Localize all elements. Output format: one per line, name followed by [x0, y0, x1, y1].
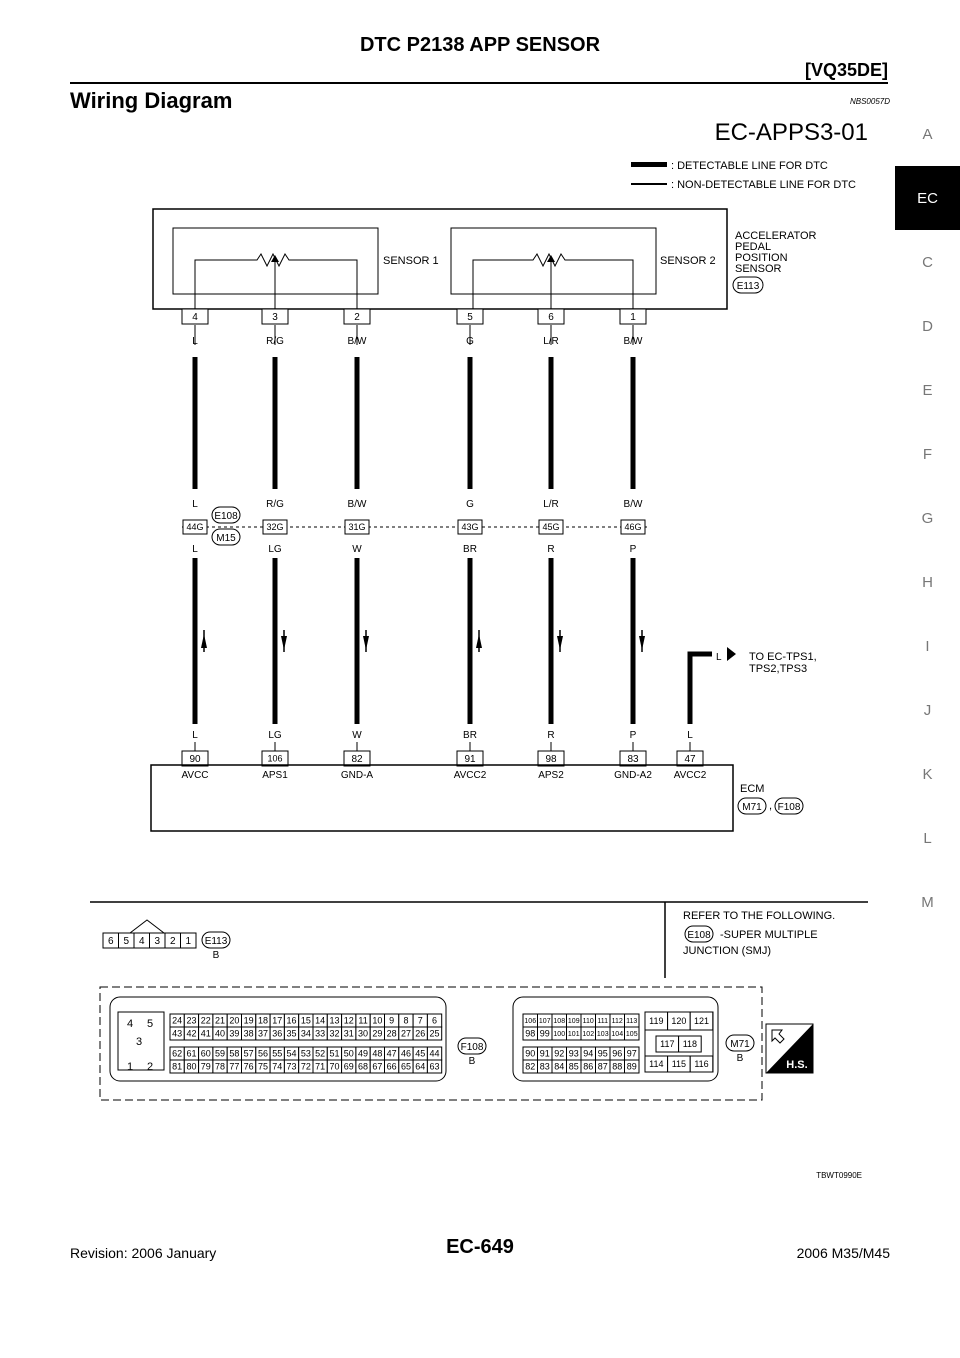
refer-line-2: JUNCTION (SMJ)	[683, 945, 771, 957]
wire-branch	[690, 654, 712, 724]
f108-face-pin-9: 9	[389, 1015, 395, 1026]
f108-face-pin-71: 71	[315, 1061, 326, 1072]
sensor2-label: SENSOR 2	[660, 255, 716, 267]
f108-face-color: B	[468, 1056, 476, 1067]
ecm-pin-83: 83	[627, 754, 639, 766]
wire-upper-3	[355, 357, 360, 489]
m71-face-pin-118: 118	[682, 1039, 698, 1050]
sensor-pin-4: 4	[192, 312, 198, 324]
ecm-terminal-name: AVCC2	[453, 770, 487, 781]
section-tab-c[interactable]: C	[922, 253, 933, 271]
f108-face-pin-26: 26	[415, 1028, 426, 1039]
f108-face-pin-52: 52	[315, 1048, 326, 1059]
m71-face-pin-85: 85	[568, 1061, 579, 1072]
m71-face-pin-117: 117	[660, 1039, 675, 1050]
smj-pin-43G: 43G	[461, 522, 479, 533]
m71-face-pin-94: 94	[583, 1048, 594, 1059]
m71-face-label: M71	[730, 1039, 750, 1050]
f108-face-pin-12: 12	[343, 1015, 354, 1026]
m71-face-pin-115: 115	[671, 1059, 687, 1070]
smj-pin-45G: 45G	[542, 522, 560, 533]
sensor-name	[733, 230, 817, 293]
wire-color-lower-ecm: P	[629, 730, 637, 741]
f108-face-pin-14: 14	[315, 1015, 326, 1026]
f108-face-pin-75: 75	[257, 1061, 268, 1072]
f108-face-pin-16: 16	[286, 1015, 297, 1026]
f108-face-pin-66: 66	[386, 1061, 397, 1072]
f108-face-pin-21: 21	[215, 1015, 226, 1026]
f108-face-pin-49: 49	[358, 1048, 369, 1059]
f108-face-pin-78: 78	[215, 1061, 226, 1072]
f108-face-pin-62: 62	[172, 1048, 183, 1059]
m71-face-pin-101: 101	[567, 1031, 580, 1039]
wrench-icon	[772, 1030, 784, 1043]
f108-face-pin-3: 3	[135, 1036, 143, 1048]
f108-face-pin-24: 24	[172, 1015, 183, 1026]
sensor-pin-3: 3	[272, 312, 278, 324]
wire-color-upper: B/W	[347, 336, 367, 347]
f108-face-pin-39: 39	[229, 1028, 240, 1039]
f108-face-pin-22: 22	[200, 1015, 211, 1026]
section-tab-k[interactable]: K	[922, 765, 933, 783]
wire-upper-4	[468, 357, 473, 489]
wire-color-lower-smj: R	[547, 544, 555, 555]
ecm-pin-106: 106	[267, 753, 283, 764]
e113-face-label: E113	[204, 936, 228, 947]
wire-color-upper: L	[192, 336, 198, 347]
m71-face-pin-102: 102	[582, 1031, 595, 1039]
f108-face-pin-74: 74	[272, 1061, 283, 1072]
f108-face-pin-30: 30	[358, 1028, 369, 1039]
f108-face-pin-19: 19	[243, 1015, 254, 1026]
m71-face-pin-104: 104	[611, 1031, 624, 1039]
f108-face-pin-54: 54	[286, 1048, 297, 1059]
f108-face-label: F108	[460, 1042, 484, 1053]
ecm-pin-90: 90	[189, 754, 201, 766]
f108-face-pin-55: 55	[272, 1048, 283, 1059]
page-number: EC-649	[446, 1236, 514, 1258]
ecm-terminal-name: APS2	[538, 770, 564, 781]
hs-logo-text: H.S.	[786, 1059, 808, 1071]
engine-tag: [VQ35DE]	[804, 60, 888, 80]
wire-color-upper-smj: R/G	[266, 499, 284, 510]
wire-lower-3	[355, 558, 360, 724]
e113-face-pin-2: 2	[169, 936, 176, 948]
sensor-connector-e113: E113	[736, 281, 760, 292]
f108-face-pin-18: 18	[257, 1015, 268, 1026]
section-tab-i[interactable]: I	[925, 637, 930, 655]
wire-lower-2	[273, 558, 278, 724]
m71-face-pin-89: 89	[626, 1061, 637, 1072]
wire-upper-2	[273, 357, 278, 489]
wire-color-lower-ecm: W	[352, 730, 362, 741]
revision-text: Revision: 2006 January	[70, 1245, 217, 1261]
sensor-name-line: ACCELERATOR	[735, 230, 817, 242]
section-tab-m[interactable]: M	[921, 893, 934, 911]
page-title: DTC P2138 APP SENSOR	[359, 34, 601, 56]
e113-face-color: B	[212, 950, 220, 961]
m71-face-pin-82: 82	[525, 1061, 536, 1072]
f108-face-pin-43: 43	[172, 1028, 183, 1039]
ecm-terminal-name: GND-A	[340, 770, 374, 781]
m71-face-pin-91: 91	[539, 1048, 550, 1059]
f108-face-pin-64: 64	[415, 1061, 426, 1072]
ecm-pin-47: 47	[684, 754, 696, 766]
f108-face-pin-10: 10	[372, 1015, 383, 1026]
m71-face-pin-109: 109	[567, 1018, 580, 1026]
f108-face-pin-60: 60	[200, 1048, 211, 1059]
sensor-pin-1: 1	[630, 312, 636, 324]
f108-face-pin-72: 72	[300, 1061, 311, 1072]
e113-key	[130, 920, 164, 933]
ecm-connector-f108: F108	[777, 802, 801, 813]
m71-face-pin-92: 92	[554, 1048, 565, 1059]
f108-face-pin-28: 28	[386, 1028, 397, 1039]
section-tab-f[interactable]: F	[922, 445, 933, 463]
f108-face-pin-45: 45	[415, 1048, 426, 1059]
f108-face-pin-77: 77	[229, 1061, 240, 1072]
m71-face-pin-108: 108	[553, 1018, 566, 1026]
wire-color-lower-ecm: LG	[268, 730, 282, 741]
potentiometer-2	[473, 254, 633, 310]
figure-code: TBWT0990E	[816, 1171, 862, 1180]
m71-face-pin-88: 88	[612, 1061, 623, 1072]
f108-face-pin-23: 23	[186, 1015, 197, 1026]
wires	[193, 325, 737, 752]
sensor-name-line: POSITION	[735, 252, 788, 264]
wire-color-lower-smj: L	[192, 544, 198, 555]
e113-face-pin-1: 1	[185, 936, 192, 948]
e113-face-pin-6: 6	[107, 936, 114, 948]
m71-face-pin-95: 95	[597, 1048, 608, 1059]
f108-face-pin-29: 29	[372, 1028, 383, 1039]
f108-face-pin-61: 61	[186, 1048, 197, 1059]
potentiometer-1	[195, 254, 357, 310]
f108-face-pin-51: 51	[329, 1048, 340, 1059]
f108-face-pin-38: 38	[243, 1028, 254, 1039]
wire-color-upper: R/G	[266, 336, 284, 347]
m71-face-pin-96: 96	[612, 1048, 623, 1059]
wire-upper-5	[549, 357, 554, 489]
m71-face-color: B	[736, 1053, 744, 1064]
ecm-pin-91: 91	[464, 754, 476, 766]
f108-face-pin-46: 46	[400, 1048, 411, 1059]
legend-nondetectable-label: : NON-DETECTABLE LINE FOR DTC	[671, 179, 856, 191]
f108-face-pin-53: 53	[300, 1048, 311, 1059]
wire-color-lower-smj: W	[352, 544, 362, 555]
wire-color-upper-smj: L/R	[543, 499, 559, 510]
section-title: Wiring Diagram	[70, 88, 233, 113]
section-tab-g[interactable]: G	[921, 509, 934, 527]
m71-face-pin-106: 106	[524, 1018, 537, 1026]
wire-lower-5	[549, 558, 554, 724]
wire-color-upper: L/R	[543, 336, 559, 347]
wire-color-upper: G	[466, 336, 474, 347]
f108-face-pin-58: 58	[229, 1048, 240, 1059]
wire-lower-6	[631, 558, 636, 724]
section-tab-ec[interactable]: EC	[895, 166, 960, 230]
wire-color-upper-smj: B/W	[347, 499, 367, 510]
section-tab-j[interactable]: J	[923, 701, 932, 719]
e113-face-pin-4: 4	[138, 936, 145, 948]
ecm-terminal-name: APS1	[262, 770, 288, 781]
wire-color-upper: B/W	[623, 336, 643, 347]
m71-face-pin-112: 112	[611, 1018, 623, 1026]
f108-face-pin-5: 5	[146, 1018, 154, 1030]
section-tab-a[interactable]: A	[922, 125, 933, 143]
wire-color-lower-ecm: BR	[463, 730, 477, 741]
m71-face-pin-110: 110	[582, 1018, 594, 1026]
f108-face-pin-31: 31	[343, 1028, 354, 1039]
m71-face-pin-83: 83	[539, 1061, 550, 1072]
ecm-terminal-name: AVCC2	[673, 770, 707, 781]
ecm-terminal-name: AVCC	[181, 770, 209, 781]
ecm-terminal-name: GND-A2	[614, 770, 652, 781]
f108-face-pin-76: 76	[243, 1061, 254, 1072]
m71-face-pin-84: 84	[554, 1061, 565, 1072]
wire-color-lower-smj: P	[629, 544, 637, 555]
m71-face-pin-87: 87	[597, 1061, 608, 1072]
model-text: 2006 M35/M45	[796, 1245, 890, 1261]
branch-arrow-icon	[727, 647, 736, 661]
f108-face-pin-8: 8	[403, 1015, 409, 1026]
m71-face-pin-111: 111	[597, 1018, 609, 1026]
smj-connector-m15: M15	[216, 533, 236, 544]
f108-face-pin-56: 56	[257, 1048, 268, 1059]
f108-face-pin-80: 80	[186, 1061, 197, 1072]
m71-face-pin-105: 105	[625, 1031, 638, 1039]
ecm-label: ECM	[740, 783, 765, 795]
e113-face-pin-3: 3	[154, 936, 161, 948]
f108-face-pin-4: 4	[126, 1018, 134, 1030]
f108-face-pin-47: 47	[386, 1048, 397, 1059]
f108-face-pin-65: 65	[400, 1061, 411, 1072]
legend-detectable-swatch	[631, 162, 667, 167]
f108-face-pin-27: 27	[400, 1028, 411, 1039]
refer-line-1: -SUPER MULTIPLE	[720, 929, 818, 941]
wire-color-lower-ecm: L	[192, 730, 198, 741]
f108-face-pin-73: 73	[286, 1061, 297, 1072]
wire-color-lower-smj: LG	[268, 544, 282, 555]
m71-face-pin-86: 86	[583, 1061, 594, 1072]
smj-pin-32G: 32G	[266, 522, 284, 533]
f108-face-pin-1: 1	[126, 1061, 134, 1073]
sensor1-label: SENSOR 1	[383, 255, 439, 267]
f108-face-pin-57: 57	[243, 1048, 254, 1059]
m71-face-pin-93: 93	[568, 1048, 579, 1059]
f108-face-pin-59: 59	[215, 1048, 226, 1059]
wire-lower-4	[468, 558, 473, 724]
ecm-pin-82: 82	[351, 754, 363, 766]
wire-upper-6	[631, 357, 636, 489]
m71-face-pin-113: 113	[626, 1018, 638, 1026]
ecm-connector-separator: ,	[769, 800, 773, 812]
wire-upper-1	[193, 357, 198, 489]
f108-face-pin-68: 68	[358, 1061, 369, 1072]
m71-face-pin-114: 114	[649, 1059, 664, 1070]
sensor-pin-2: 2	[354, 312, 360, 324]
f108-face-pin-69: 69	[343, 1061, 354, 1072]
f108-face-pin-33: 33	[315, 1028, 326, 1039]
f108-face-pin-17: 17	[272, 1015, 283, 1026]
f108-face-pin-37: 37	[257, 1028, 268, 1039]
wire-color-upper-smj: G	[466, 499, 474, 510]
m71-face-pin-107: 107	[538, 1018, 551, 1026]
section-tab-l[interactable]: L	[923, 829, 932, 847]
f108-face-pin-25: 25	[429, 1028, 440, 1039]
f108-face-pin-20: 20	[229, 1015, 240, 1026]
refer-title: REFER TO THE FOLLOWING.	[683, 910, 836, 922]
wire-color-upper-smj: L	[192, 499, 198, 510]
m71-face-pin-99: 99	[539, 1028, 550, 1039]
section-tab-h[interactable]: H	[922, 573, 933, 591]
f108-face-pin-13: 13	[329, 1015, 340, 1026]
m71-face-pin-121: 121	[693, 1016, 710, 1027]
f108-face-pin-41: 41	[200, 1028, 211, 1039]
diagram-id: EC-APPS3-01	[714, 119, 868, 146]
ecm-pin-98: 98	[545, 754, 557, 766]
sensor-name-line: PEDAL	[735, 241, 772, 253]
section-tab-d[interactable]: D	[922, 317, 933, 335]
branch-dest-2: TPS2,TPS3	[749, 663, 808, 675]
wire-color-lower-smj: BR	[463, 544, 477, 555]
section-tab-e[interactable]: E	[922, 381, 933, 399]
smj-pin-44G: 44G	[186, 522, 204, 533]
smj-connector-e108: E108	[214, 511, 238, 522]
f108-face-pin-70: 70	[329, 1061, 340, 1072]
f108-face-pin-79: 79	[200, 1061, 211, 1072]
m71-face-pin-98: 98	[525, 1028, 536, 1039]
m71-face-pin-90: 90	[525, 1048, 536, 1059]
branch-color: L	[716, 652, 722, 663]
f108-face-pin-50: 50	[343, 1048, 354, 1059]
f108-face-pin-36: 36	[272, 1028, 283, 1039]
f108-face-pin-32: 32	[329, 1028, 340, 1039]
section-code: NBS0057D	[849, 97, 890, 106]
wire-lower-1	[193, 558, 198, 724]
sensor-name-line: SENSOR	[735, 263, 782, 275]
m71-face-pin-103: 103	[596, 1031, 609, 1039]
f108-face-pin-63: 63	[429, 1061, 440, 1072]
smj-pin-46G: 46G	[624, 522, 642, 533]
e113-face-pin-5: 5	[123, 936, 130, 948]
connector-faces	[103, 920, 754, 1081]
refer-connector-e108: E108	[687, 930, 711, 941]
f108-face-pin-67: 67	[372, 1061, 383, 1072]
wire-color-lower-ecm: R	[547, 730, 555, 741]
legend-detectable-label: : DETECTABLE LINE FOR DTC	[671, 160, 828, 172]
m71-face-pin-116: 116	[694, 1059, 709, 1070]
f108-face-pin-11: 11	[358, 1015, 368, 1026]
m71-face-pin-120: 120	[671, 1016, 687, 1027]
f108-face-pin-40: 40	[215, 1028, 226, 1039]
f108-face-pin-81: 81	[172, 1061, 183, 1072]
branch-dest-1: TO EC-TPS1,	[749, 651, 817, 663]
sensor-pin-5: 5	[467, 312, 473, 324]
m71-face-pin-100: 100	[553, 1031, 566, 1039]
f108-face-pin-6: 6	[432, 1015, 438, 1026]
m71-face-pin-119: 119	[649, 1016, 664, 1027]
f108-face-pin-34: 34	[300, 1028, 311, 1039]
f108-face-pin-48: 48	[372, 1048, 383, 1059]
smj-pin-31G: 31G	[348, 522, 366, 533]
f108-face-pin-35: 35	[286, 1028, 297, 1039]
ecm-connector-m71: M71	[742, 802, 762, 813]
m71-face-pin-97: 97	[626, 1048, 637, 1059]
f108-face-pin-44: 44	[429, 1048, 440, 1059]
f108-face-pin-15: 15	[300, 1015, 311, 1026]
sensor-pin-6: 6	[548, 312, 554, 324]
wire-color-lower-ecm: L	[687, 730, 693, 741]
hs-logo	[766, 1024, 813, 1073]
f108-face-pin-7: 7	[417, 1015, 423, 1026]
f108-face-pin-42: 42	[186, 1028, 197, 1039]
f108-face-pin-2: 2	[146, 1061, 154, 1073]
wire-color-upper-smj: B/W	[623, 499, 643, 510]
